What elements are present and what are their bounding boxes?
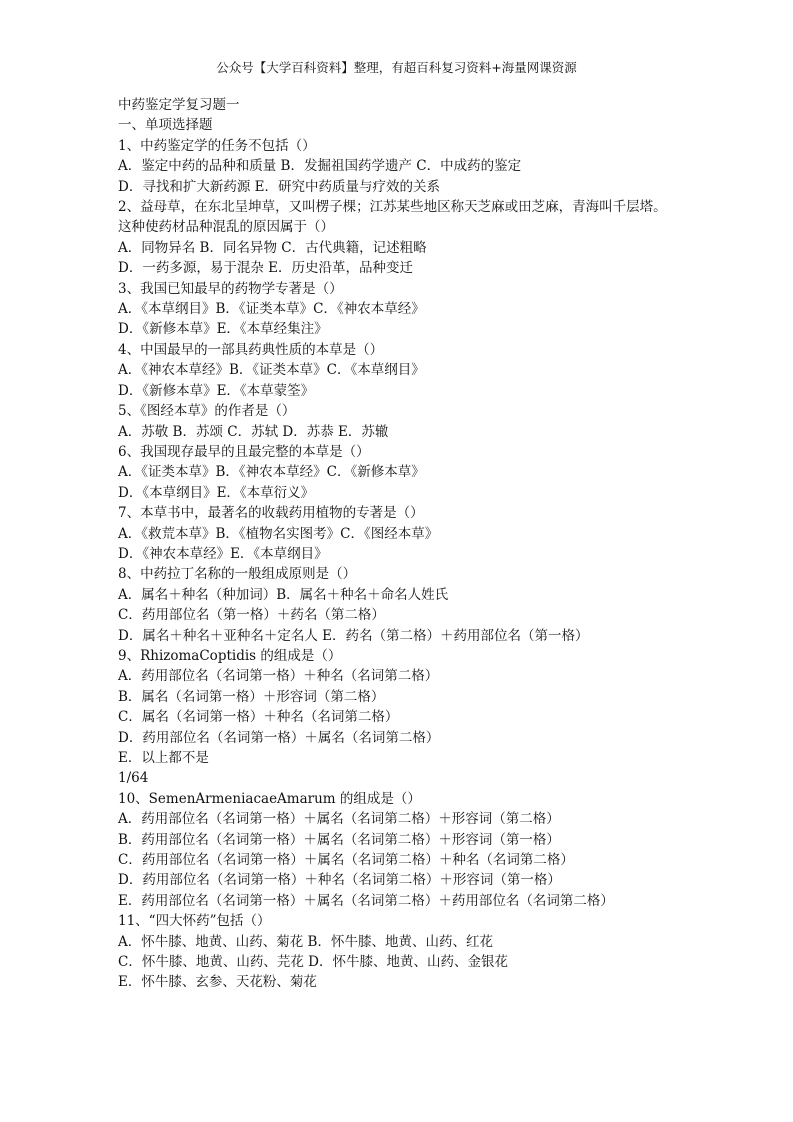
text-line: C．属名（名词第一格）＋种名（名词第二格） xyxy=(118,709,399,726)
text-line: 4、中国最早的一部具药典性质的本草是（） xyxy=(118,341,384,358)
text-line: A．同物异名 B．同名异物 C．古代典籍，记述粗略 xyxy=(118,239,427,256)
text-line: 这种使药材品种混乱的原因属于（） xyxy=(118,219,334,236)
text-line: A．《神农本草经》B．《证类本草》C．《本草纲目》 xyxy=(118,362,425,379)
text-line: B．属名（名词第一格）＋形容词（第二格） xyxy=(118,688,385,705)
document-title: 中药鉴定学复习题一 xyxy=(118,97,240,113)
text-line: D．《新修本草》E．《本草蒙筌》 xyxy=(118,382,315,399)
text-line: D．寻找和扩大新药源 E．研究中药质量与疗效的关系 xyxy=(118,178,440,195)
page-header: 公众号【大学百科资料】整理，有超百科复习资料+海量网课资源 xyxy=(216,60,577,75)
text-line: 5、《图经本草》的作者是（） xyxy=(118,403,296,420)
text-line: C．药用部位名（名词第一格）＋属名（名词第二格）＋种名（名词第二格） xyxy=(118,852,574,869)
text-line: A．鉴定中药的品种和质量 B．发掘祖国药学遗产 C．中成药的鉴定 xyxy=(118,158,522,175)
text-line: A．怀牛膝、地黄、山药、菊花 B．怀牛膝、地黄、山药、红花 xyxy=(118,933,493,950)
text-line: A．药用部位名（名词第一格）＋种名（名词第二格） xyxy=(118,668,439,685)
text-line: E．以上都不是 xyxy=(118,750,209,766)
text-line: D．《神农本草经》E．《本草纲目》 xyxy=(118,545,328,562)
text-line: A．苏敬 B．苏颂 C．苏轼 D．苏恭 E．苏辙 xyxy=(118,423,389,440)
text-line: D．《新修本草》E．《本草经集注》 xyxy=(118,321,328,338)
text-line: B．药用部位名（名词第一格）＋属名（名词第二格）＋形容词（第一格） xyxy=(118,831,560,848)
text-line: E．怀牛膝、玄参、天花粉、菊花 xyxy=(118,974,317,991)
text-line: D．药用部位名（名词第一格）＋属名（名词第二格） xyxy=(118,729,440,746)
text-line: D．属名＋种名＋亚种名＋定名人 E．药名（第二格）＋药用部位名（第一格） xyxy=(118,627,589,644)
text-line: A．药用部位名（名词第一格）＋属名（名词第二格）＋形容词（第二格） xyxy=(118,811,560,828)
text-line: 6、我国现存最早的且最完整的本草是（） xyxy=(118,443,370,460)
text-line: 7、本草书中，最著名的收载药用植物的专著是（） xyxy=(118,505,424,522)
text-line: 2、益母草，在东北呈坤草，又叫楞子棵；江苏某些地区称天芝麻或田芝麻，青海叫千层塔。 xyxy=(118,199,667,216)
text-line: 8、中药拉丁名称的一般组成原则是（） xyxy=(118,566,357,583)
text-line: C．药用部位名（第一格）＋药名（第二格） xyxy=(118,607,385,624)
text-line: D．《本草纲目》E．《本草衍义》 xyxy=(118,484,315,501)
page-number: 1/64 xyxy=(118,770,149,787)
text-line: 1、中药鉴定学的任务不包括（） xyxy=(118,137,316,154)
text-line: A．《救荒本草》B．《植物名实图考》C．《图经本草》 xyxy=(118,525,439,542)
document-body xyxy=(118,95,698,993)
text-line: 10、SemenArmeniacaeAmarum 的组成是（） xyxy=(118,790,421,807)
text-line: D．药用部位名（名词第一格）＋种名（名词第二格）＋形容词（第一格） xyxy=(118,872,561,889)
text-line: C．怀牛膝、地黄、山药、芫花 D．怀牛膝、地黄、山药、金银花 xyxy=(118,954,508,971)
text-line: 3、我国已知最早的药物学专著是（） xyxy=(118,280,343,297)
text-line: E．药用部位名（名词第一格）＋属名（名词第二格）＋药用部位名（名词第二格） xyxy=(118,892,614,909)
text-line: D．一药多源，易于混杂 E．历史沿革，品种变迁 xyxy=(118,260,413,277)
text-line: A．属名＋种名（种加词）B．属名＋种名＋命名人姓氏 xyxy=(118,586,449,603)
text-line: 一、单项选择题 xyxy=(118,117,213,134)
text-line: 11、“四大怀药”包括（） xyxy=(118,913,271,930)
text-line: 9、RhizomaCoptidis 的组成是（） xyxy=(118,647,342,664)
text-line: A．《证类本草》B．《神农本草经》C．《新修本草》 xyxy=(118,464,425,481)
text-line: A．《本草纲目》B．《证类本草》C．《神农本草经》 xyxy=(118,301,425,318)
